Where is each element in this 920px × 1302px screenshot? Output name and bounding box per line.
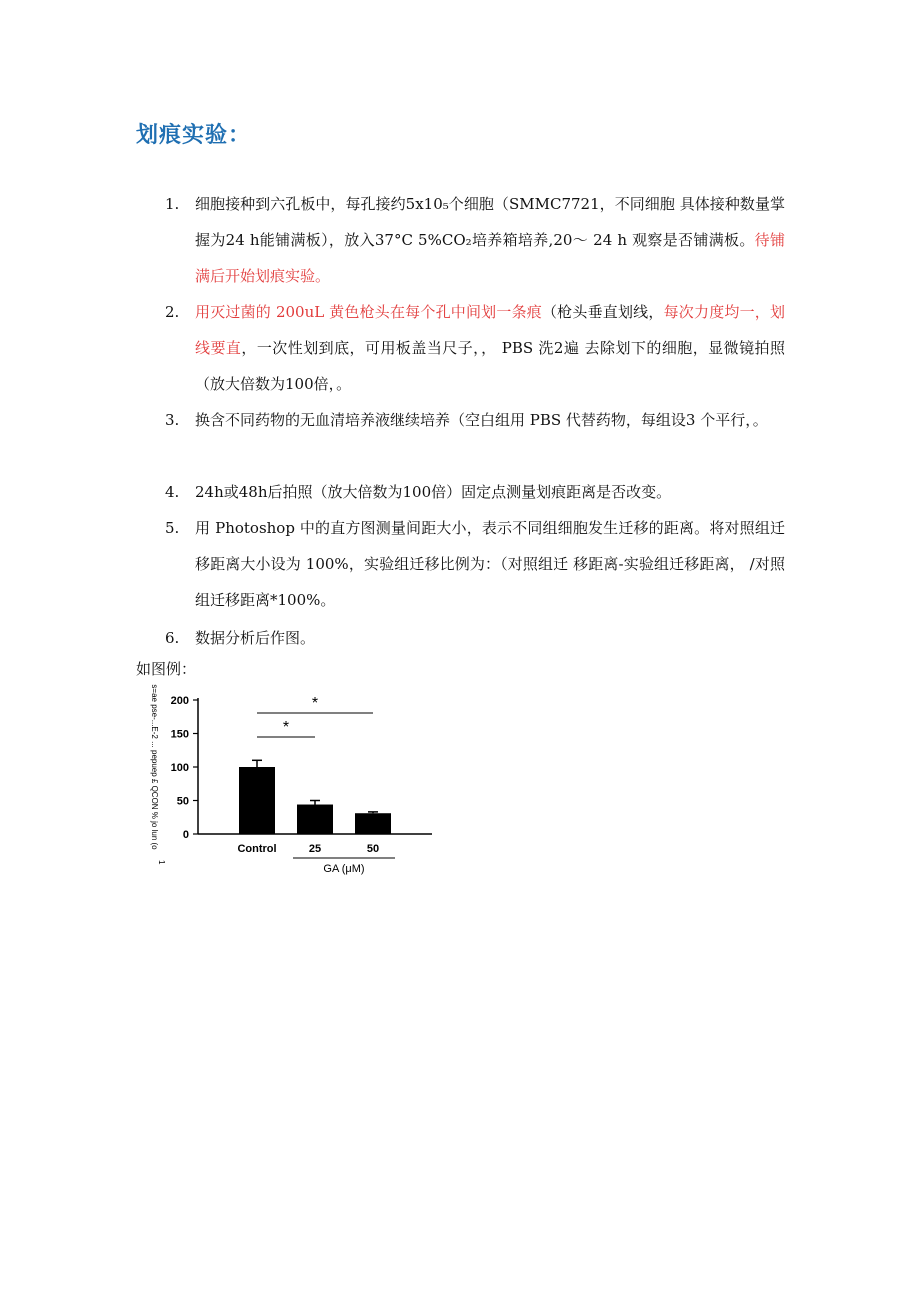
step-text-part: 24h或48h后拍照（放大倍数为100倍）固定点测量划痕距离是否改变。 — [195, 483, 672, 501]
group-label: GA (μM) — [323, 863, 365, 875]
step-text-part: 数据分析后作图。 — [195, 629, 316, 647]
step-1 — [165, 186, 785, 294]
step-text — [195, 294, 785, 402]
page-title: 划痕实验： — [136, 123, 252, 148]
step-number: 2. — [165, 303, 180, 321]
migration-bar-chart — [140, 682, 440, 877]
y-tick-label: 50 — [176, 795, 189, 808]
y-axis-label: s=ae pse-...E-2 ... pepuep £ QCON % jo lun (o — [150, 684, 159, 850]
step-number: 4. — [165, 483, 180, 501]
step-text-part: 用 Photoshop 中的直方图测量间距大小，表示不同组细胞发生迁移的距离。将对照组迁移距离大小设为 100%，实验组迁移比例为：（对照组迁 移距离-实验组迁移距离， /对照组迁移距离*100%。 — [195, 519, 785, 609]
step-4 — [165, 474, 785, 510]
step-text-highlight: 每次力度均一，划线要直 — [195, 303, 785, 357]
step-text — [195, 186, 785, 294]
y-tick-label: 200 — [170, 695, 189, 707]
x-tick-label: 50 — [366, 843, 380, 855]
significance-mark: * — [282, 719, 290, 736]
y-tick-label: 0 — [182, 829, 189, 841]
step-2 — [165, 294, 785, 402]
step-6 — [165, 620, 785, 656]
step-text — [195, 620, 785, 656]
step-3 — [165, 402, 785, 438]
y-tick-label: 100 — [170, 762, 189, 774]
step-text-highlight: 用灭过菌的 200uL 黄色枪头在每个孔中间划一条痕 — [195, 303, 542, 321]
step-number: 1. — [165, 195, 180, 213]
bar-25 — [297, 805, 333, 834]
step-number: 3. — [165, 411, 180, 429]
y-tick-label: 150 — [170, 728, 189, 741]
step-text-part: 细胞接种到六孔板中，每孔接约5x10₅个细胞（SMMC7721，不同细胞 具体接种数量掌握为24 h能铺满板），放入37°C 5%CO₂培养箱培养,20〜 24 h 观察是否铺满板。 — [195, 195, 785, 249]
step-text — [195, 510, 785, 618]
step-text-part: ，一次性划到底，可用板盖当尺子，， PBS 洗2遍 去除划下的细胞，显微镜拍照（放大倍数为100倍，。 — [195, 339, 785, 393]
bar-50 — [355, 813, 391, 834]
x-tick-label: 25 — [308, 843, 322, 855]
step-number: 6. — [165, 629, 180, 647]
step-text-part: （枪头垂直划线， — [541, 303, 664, 321]
step-text — [195, 402, 785, 438]
x-tick-label: Control — [237, 843, 277, 855]
step-text — [195, 474, 785, 510]
step-5 — [165, 510, 785, 618]
footnote-mark: 1 — [157, 860, 166, 865]
step-text-highlight: 待铺满后开始划痕实验。 — [195, 231, 785, 285]
step-text-part: 换含不同药物的无血清培养液继续培养（空白组用 PBS 代替药物，每组设3 个平行，。 — [195, 411, 768, 429]
example-label: 如图例： — [136, 660, 197, 678]
bar-Control — [239, 767, 275, 834]
step-number: 5. — [165, 519, 180, 537]
significance-mark: * — [311, 695, 319, 712]
